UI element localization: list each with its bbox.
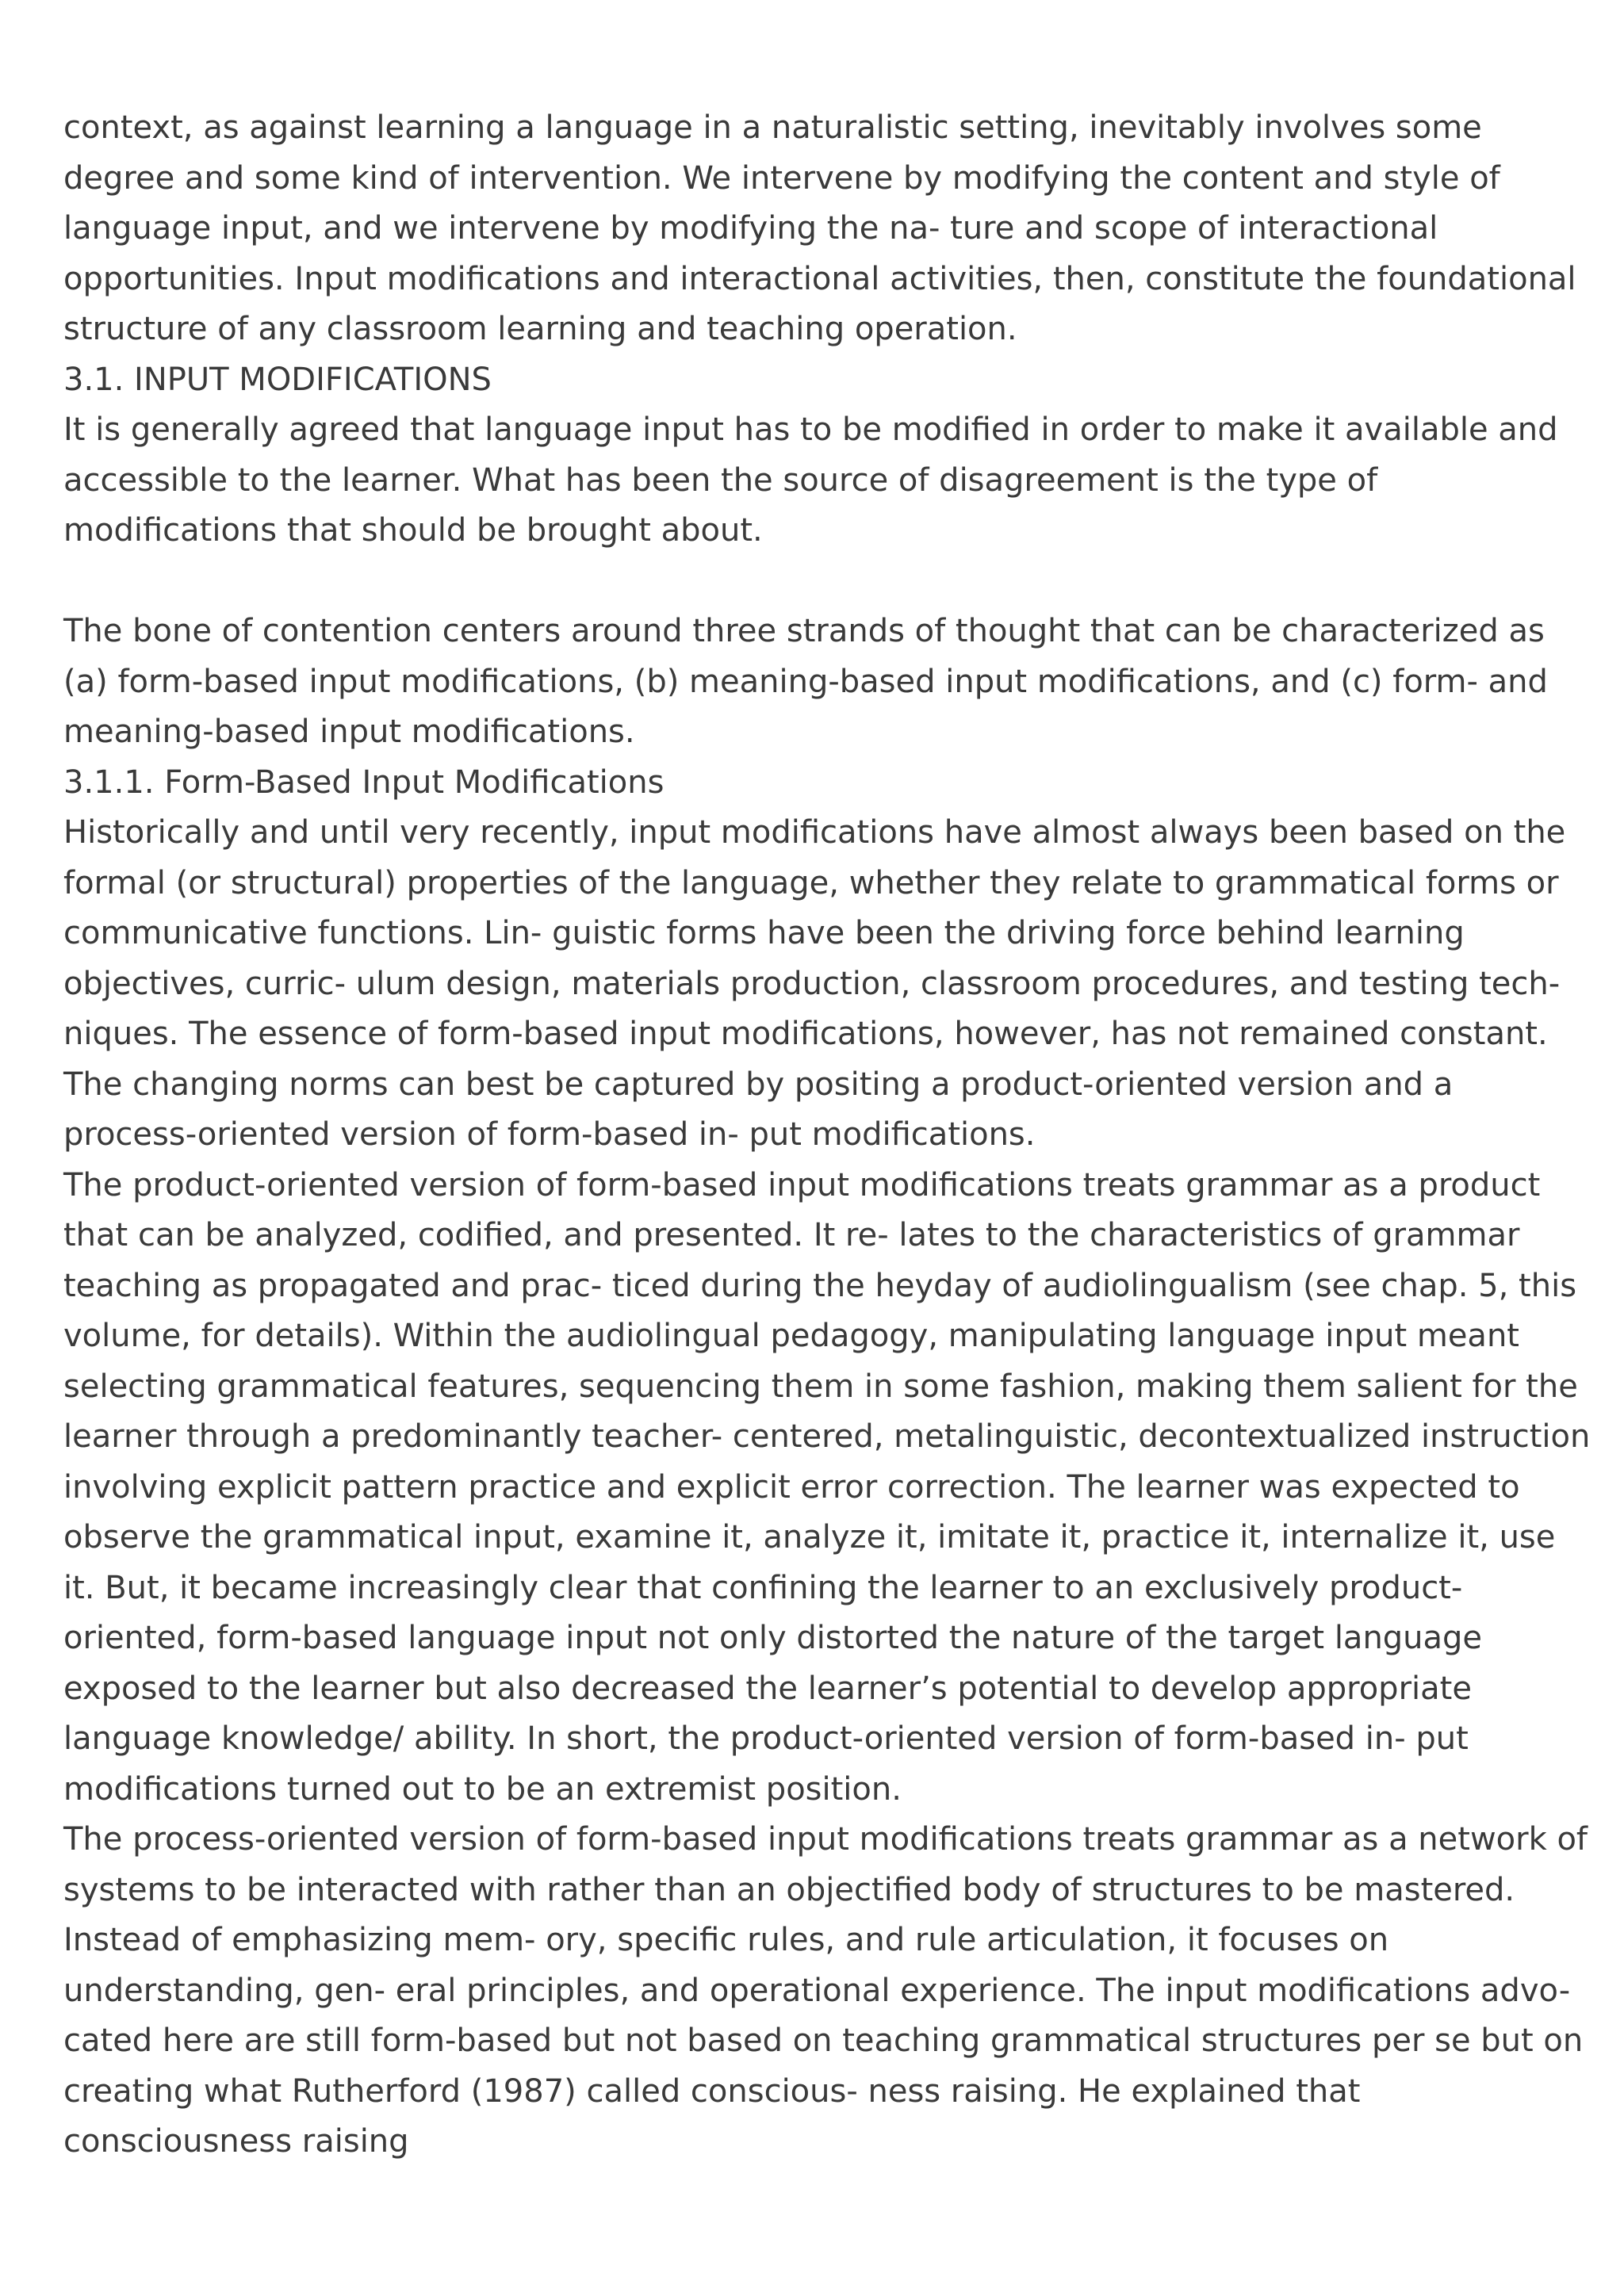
paragraph-historically: Historically and until very recently, input modifications have almost always been based on the formal (or structural) properties of the language, whether they relate to grammatical forms or communicative functions. Lin- guistic forms have been the driving force behind learning objectives, curric- ulum design, materials production, classroom procedures, and testing tech- niques. The essence of form-based input modifications, however, has not remained constant. The changing norms can best be captured by positing a product-oriented version and a process-oriented version of form-based in- put modifications. [63,814,1566,1153]
section-heading-input-modifications: 3.1. INPUT MODIFICATIONS [63,361,492,398]
paragraph-product-oriented: The product-oriented version of form-based input modifications treats grammar as a product that can be analyzed, codified, and presented. It re- lates to the characteristics of grammar teaching as propagated and prac- ticed during the heyday of audiolingualism (see chap. 5, this volume, for details). Within the audiolingual pedagogy, manipulating language input meant selecting grammatical features, sequencing them in some fashion, making them salient for the learner through a predominantly teacher- centered, metalinguistic, decontextualized instruction involving explicit pattern practice and explicit error correction. The learner was expected to observe the grammatical input, examine it, analyze it, imitate it, practice it, internalize it, use it. But, it became increasingly clear that confining the learner to an exclusively product-oriented, form-based language input not only distorted the nature of the target language exposed to the learner but also decreased the learner’s potential to develop appropriate language knowledge/ ability. In short, the product-oriented version of form-based in- put modifications turned out to be an extremist position. [63,1166,1591,1808]
subsection-heading-form-based: 3.1.1. Form-Based Input Modifications [63,763,665,801]
paragraph-gap [63,557,1594,607]
paragraph-agreement: It is generally agreed that language input has to be modified in order to make it available and accessible to the learner. What has been the source of disagreement is the type of modifications that should be brought about. [63,411,1558,549]
paragraph-process-oriented: The process-oriented version of form-based input modifications treats grammar as a network of systems to be interacted with rather than an objectified body of structures to be mastered. Instead of emphasizing mem- ory, specific rules, and rule articulation, it focuses on understanding, gen- eral principles, and operational experience. The input modifications advo- cated here are still form-based but not based on teaching grammatical structures per se but on creating what Rutherford (1987) called conscious- ness raising. He explained that consciousness raising [63,1821,1588,2160]
document-body [63,103,1594,2168]
paragraph-intro: context, as against learning a language in a naturalistic setting, inevitably involves some degree and some kind of intervention. We intervene by modifying the content and style of language input, and we intervene by modifying the na- ture and scope of interactional opportunities. Input modifications and interactional activities, then, constitute the foundational structure of any classroom learning and teaching operation. [63,109,1576,347]
paragraph-bone-of-contention: The bone of contention centers around three strands of thought that can be characterized as (a) form-based input modifications, (b) meaning-based input modifications, and (c) form- and meaning-based input modifications. [63,613,1548,750]
